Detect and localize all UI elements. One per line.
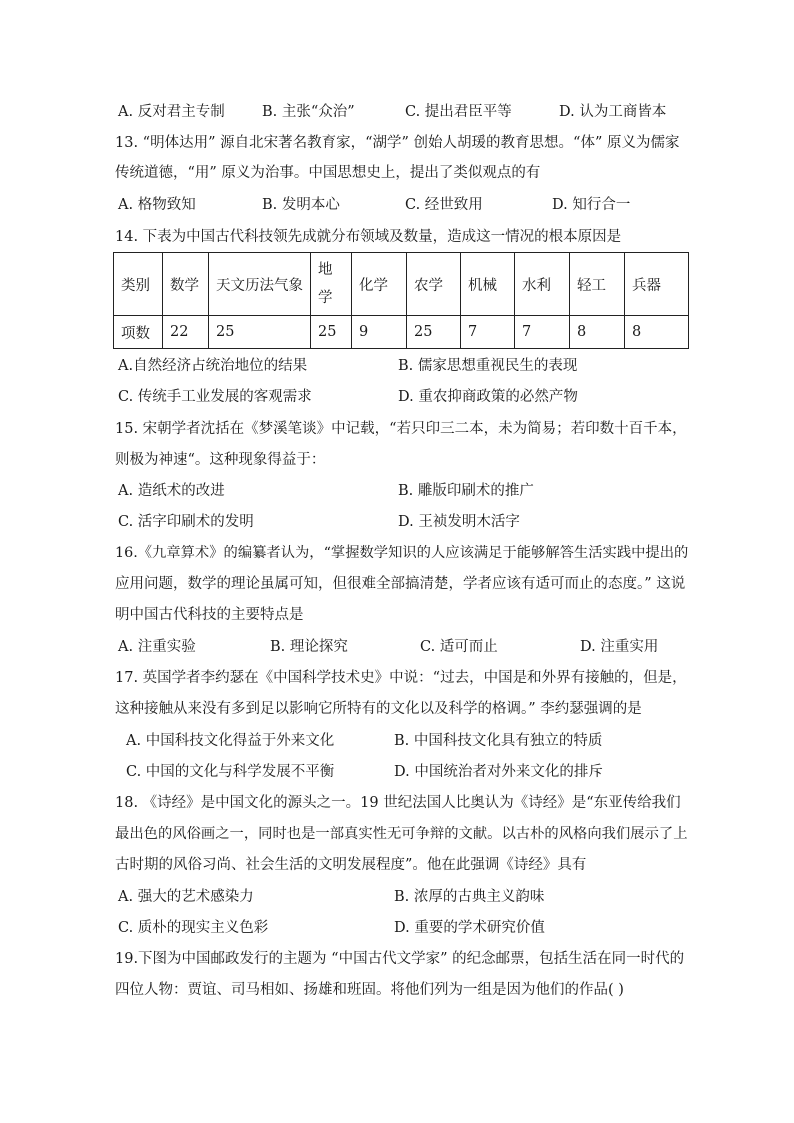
q19-stem-line-2: 四位人物：贾谊、司马相如、扬雄和班固。将他们列为一组是因为他们的作品( ) xyxy=(115,982,624,998)
table-value-row xyxy=(114,316,689,349)
q12-option-b: B. 主张“众治” xyxy=(262,104,355,120)
q18-stem-line-2: 最出色的风俗画之一，同时也是一部真实性无可争辩的文献。以古朴的风格向我们展示了上 xyxy=(115,826,688,842)
table-header-geo-bottom: 学 xyxy=(318,290,333,306)
q15-option-b: B. 雕版印刷术的推广 xyxy=(398,483,534,499)
tech-achievements-table xyxy=(113,252,689,349)
q16-option-d: D. 注重实用 xyxy=(580,639,659,655)
q16-stem-line-3: 明中国古代科技的主要特点是 xyxy=(115,607,304,623)
q14-option-b: B. 儒家思想重视民生的表现 xyxy=(398,358,578,374)
q17-option-c: C. 中国的文化与科学发展不平衡 xyxy=(126,764,335,780)
q13-option-c: C. 经世致用 xyxy=(405,197,483,213)
q15-option-a: A. 造纸术的改进 xyxy=(118,483,225,499)
q17-option-b: B. 中国科技文化具有独立的特质 xyxy=(394,733,603,749)
q17-option-d: D. 中国统治者对外来文化的排斥 xyxy=(394,764,603,780)
q14-option-c: C. 传统手工业发展的客观需求 xyxy=(118,389,312,405)
table-header-cell: 轻工 xyxy=(570,253,625,316)
q13-option-a: A. 格物致知 xyxy=(118,197,196,213)
q13-option-d: D. 知行合一 xyxy=(552,197,631,213)
q12-option-d: D. 认为工商皆本 xyxy=(559,104,667,120)
table-value-cell: 8 xyxy=(570,316,625,349)
q14-option-d: D. 重农抑商政策的必然产物 xyxy=(398,389,578,405)
q16-stem-line-2: 应用问题，数学的理论虽属可知，但很难全部搞清楚，学者应该有适可而止的态度。” 这说 xyxy=(115,576,686,592)
table-value-cell: 8 xyxy=(625,316,689,349)
table-value-cell: 7 xyxy=(515,316,570,349)
q19-stem-line-1: 19.下图为中国邮政发行的主题为 “中国古代文学家” 的纪念邮票，包括生活在同一时代的 xyxy=(115,951,685,967)
q12-option-c: C. 提出君臣平等 xyxy=(405,104,512,120)
q14-stem-line-1: 14. 下表为中国古代科技领先成就分布领域及数量，造成这一情况的根本原因是 xyxy=(115,229,622,245)
q13-option-b: B. 发明本心 xyxy=(262,197,340,213)
table-header-cell: 数学 xyxy=(163,253,209,316)
q14-option-a: A.自然经济占统治地位的结果 xyxy=(118,358,308,374)
q17-stem-line-1: 17. 英国学者李约瑟在《中国科学技术史》中说：“过去，中国是和外界有接触的，但是， xyxy=(115,670,687,686)
q18-stem-line-1: 18. 《诗经》是中国文化的源头之一。19 世纪法国人比奥认为《诗经》是“东亚传给我们 xyxy=(115,795,681,811)
q17-stem-line-2: 这种接触从来没有多到足以影响它所特有的文化以及科学的格调。” 李约瑟强调的是 xyxy=(115,701,642,717)
q18-option-b: B. 浓厚的古典主义韵味 xyxy=(394,889,545,905)
q16-option-c: C. 适可而止 xyxy=(420,639,498,655)
table-value-cell: 25 xyxy=(311,316,352,349)
q17-option-a: A. 中国科技文化得益于外来文化 xyxy=(126,733,335,749)
q16-option-a: A. 注重实验 xyxy=(118,639,196,655)
q18-stem-line-3: 古时期的风俗习尚、社会生活的文明发展程度”。他在此强调《诗经》具有 xyxy=(115,857,587,873)
q15-stem-line-2: 则极为神速“。这种现象得益于： xyxy=(115,452,326,468)
q15-stem-line-1: 15. 宋朝学者沈括在《梦溪笔谈》中记载，“若只印三二本，未为简易；若印数十百千本， xyxy=(115,421,687,437)
table-header-geo-top: 地 xyxy=(318,262,333,278)
table-value-cell: 25 xyxy=(407,316,461,349)
q16-stem-line-1: 16.《九章算术》的编纂者认为，“掌握数学知识的人应该满足于能够解答生活实践中提出的 xyxy=(115,545,689,561)
q13-stem-line-2: 传统道德，“用” 原义为治事。中国思想史上，提出了类似观点的有 xyxy=(115,165,541,181)
table-value-cell: 项数 xyxy=(114,316,163,349)
table-value-cell: 22 xyxy=(163,316,209,349)
table-header-cell: 农学 xyxy=(407,253,461,316)
q18-option-c: C. 质朴的现实主义色彩 xyxy=(118,920,269,936)
table-value-cell: 9 xyxy=(352,316,407,349)
q13-stem-line-1: 13. “明体达用” 源自北宋著名教育家，“湖学” 创始人胡瑗的教育思想。“体” 原义为儒家 xyxy=(115,135,680,151)
table-header-row xyxy=(114,253,689,316)
q12-option-a: A. 反对君主专制 xyxy=(118,104,225,120)
q18-option-d: D. 重要的学术研究价值 xyxy=(394,920,545,936)
table-value-cell: 25 xyxy=(209,316,311,349)
table-header-cell: 机械 xyxy=(461,253,515,316)
table-header-cell xyxy=(311,253,352,316)
q16-option-b: B. 理论探究 xyxy=(270,639,348,655)
q15-option-d: D. 王祯发明木活字 xyxy=(398,514,520,530)
table-header-cell: 天文历法气象 xyxy=(209,253,311,316)
table-header-cell: 水利 xyxy=(515,253,570,316)
table-value-cell: 7 xyxy=(461,316,515,349)
table-header-cell: 化学 xyxy=(352,253,407,316)
q15-option-c: C. 活字印刷术的发明 xyxy=(118,514,254,530)
table-header-cell: 兵器 xyxy=(625,253,689,316)
table-header-cell: 类别 xyxy=(114,253,163,316)
q18-option-a: A. 强大的艺术感染力 xyxy=(118,889,254,905)
